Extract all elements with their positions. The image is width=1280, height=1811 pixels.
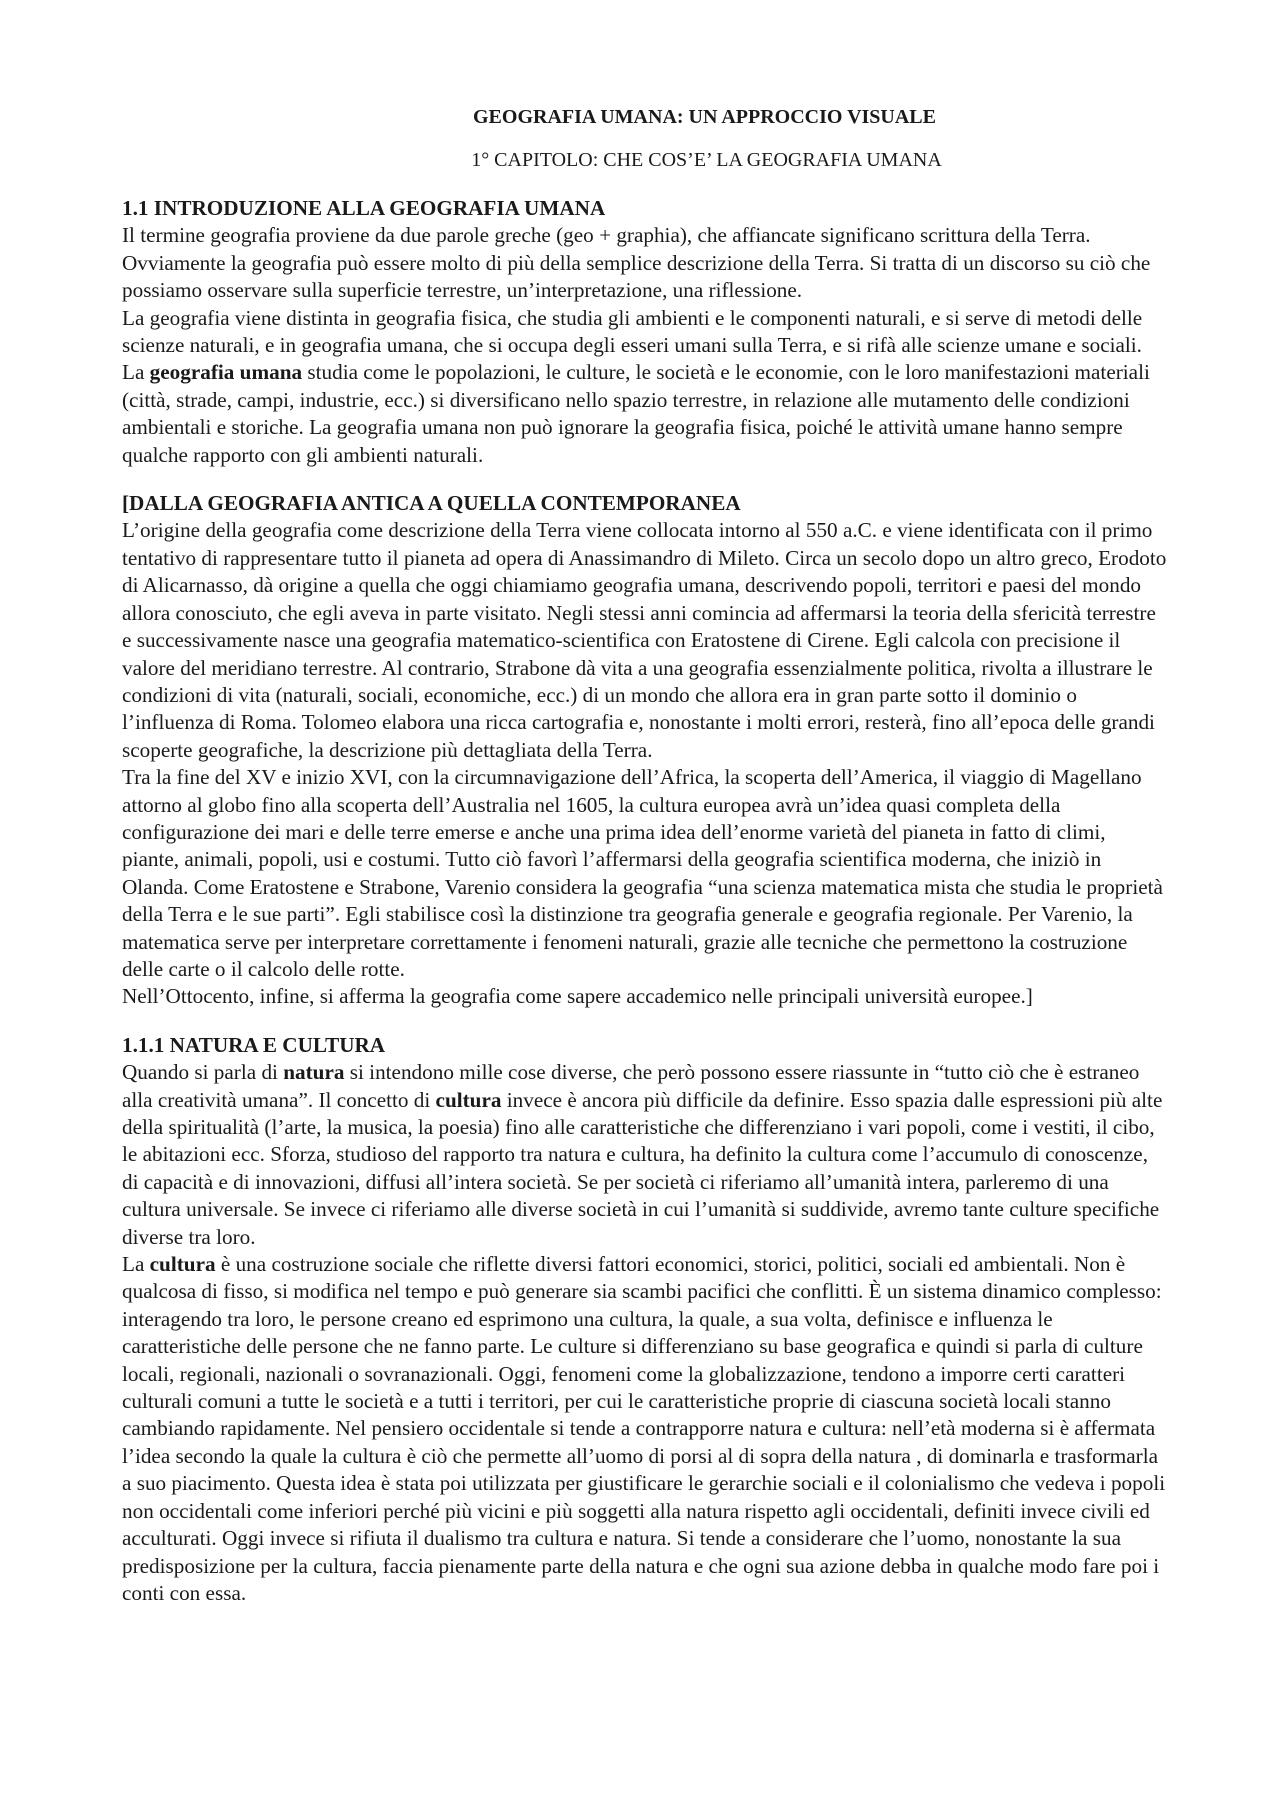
paragraph: L’origine della geografia come descrizione della Terra viene collocata intorno al 550 a.C. e viene identificata con il primo tentativo di rappresentare tutto il pianeta ad opera di Anassimandro di Mileto. Circa un secolo dopo un altro greco, Erodoto di Alicarnasso, dà origine a quella che oggi chiamiamo geografia umana, descrivendo popoli, territori e paesi del mondo allora conosciuto, che egli aveva in parte visitato. Negli stessi anni comincia ad affermarsi la teoria della sfericità terrestre e successivamente nasce una geografia matematico-scientifica con Eratostene di Cirene. Egli calcola con precisione il valore del meridiano terrestre. Al contrario, Strabone dà vita a una geografia essenzialmente politica, rivolta a illustrare le condizioni di vita (naturali, sociali, economiche, ecc.) di un mondo che allora era in gran parte sotto il dominio o l’influenza di Roma. Tolomeo elabora una ricca cartografia e, nonostante i molti errori, resterà, fino all’epoca delle grandi scoperte geografiche, la descrizione più dettagliata della Terra.	[122, 518, 1167, 762]
paragraph	[122, 1251, 1167, 1607]
section-heading: [DALLA GEOGRAFIA ANTICA A QUELLA CONTEMPORANEA	[122, 491, 741, 516]
document-page	[122, 104, 1167, 1607]
bold-term: geografia umana	[149, 360, 303, 385]
paragraph: Tra la fine del XV e inizio XVI, con la circumnavigazione dell’Africa, la scoperta dell’America, il viaggio di Magellano attorno al globo fino alla scoperta dell’Australia nel 1605, la cultura europea avrà un’idea quasi completa della configurazione dei mari e delle terre emerse e anche una prima idea dell’enorme varietà del pianeta in fatto di climi, piante, animali, popoli, usi e costumi. Tutto ciò favorì l’affermarsi della geografia scientifica moderna, che iniziò in Olanda. Come Eratostene e Strabone, Varenio considera la geografia “una scienza matematica mista che studia le proprietà della Terra e le sue parti”. Egli stabilisce così la distinzione tra geografia generale e geografia regionale. Per Varenio, la matematica serve per interpretare correttamente i fenomeni naturali, grazie alle tecniche che permettono la costruzione delle carte o il calcolo delle rotte.	[122, 765, 1163, 981]
text-run: è una costruzione sociale che riflette diversi fattori economici, storici, politici, sociali ed ambientali. Non è qualcosa di fisso, si modifica nel tempo e può generare sia scambi pacifici che conflitti. È un sistema dinamico complesso: interagendo tra loro, le persone creano ed esprimono una cultura, la quale, a sua volta, definisce e influenza le caratteristiche delle persone che ne fanno parte. Le culture si differenziano su base geografica e quindi si parla di culture locali, regionali, nazionali o sovranazionali. Oggi, fenomeni come la globalizzazione, tendono a imporre certi caratteri culturali comuni a tutte le società e a tutti i territori, per cui le caratteristiche proprie di ciascuna società locali stanno cambiando rapidamente. Nel pensiero occidentale si tende a contrapporre natura e cultura: nell’età moderna si è affermata l’idea secondo la quale la cultura è ciò che permette all’uomo di porsi al di sopra della natura , di dominarla e trasformarla a suo piacimento. Questa idea è stata poi utilizzata per giustificare le gerarchie sociali e il colonialismo che vedeva i popoli non occidentali come inferiori perché più vicini e più soggetti alla natura rispetto agli occidentali, definiti invece civili ed acculturati. Oggi invece si rifiuta il dualismo tra cultura e natura. Si tende a considerare che l’uomo, nonostante la sua predisposizione per la cultura, faccia pienamente parte della natura e che ogni sua azione debba in qualche modo fare poi i conti con essa.	[122, 1252, 1166, 1605]
section-heading: 1.1 INTRODUZIONE ALLA GEOGRAFIA UMANA	[122, 196, 606, 220]
section-history	[122, 490, 1167, 1011]
text-run: si intendono mille cose diverse, che però possono essere riassunte in “tutto ciò che è estraneo alla creatività umana”. Il concetto di	[122, 1060, 1140, 1112]
text-run: studia come le popolazioni, le culture, le società e le economie, con le loro manifestazioni materiali (città, strade, campi, industrie, ecc.) si diversificano nello spazio terrestre, in relazione alle mutamento delle condizioni ambientali e storiche. La geografia umana non può ignorare la geografia fisica, poiché le attività umane hanno sempre qualche rapporto con gli ambienti naturali.	[122, 360, 1150, 467]
bold-term: cultura	[149, 1252, 216, 1277]
paragraph: Il termine geografia proviene da due parole greche (geo + graphia), che affiancate significano scrittura della Terra. Ovviamente la geografia può essere molto di più della semplice descrizione della Terra. Si tratta di un discorso su ciò che possiamo osservare sulla superficie terrestre, un’interpretazione, una riflessione.	[122, 223, 1151, 303]
text-run: La geografia viene distinta in geografia fisica, che studia gli ambienti e le componenti naturali, e si serve di metodi delle scienze naturali, e in geografia umana, che si occupa degli esseri umani sulla Terra, e si rifà alle scienze umane e sociali. La	[122, 305, 1143, 385]
bold-term: cultura	[435, 1087, 502, 1112]
paragraph	[122, 1059, 1167, 1251]
section-nature-culture	[122, 1032, 1167, 1608]
section-heading: 1.1.1 NATURA E CULTURA	[122, 1032, 386, 1057]
text-run: La	[122, 1252, 150, 1277]
paragraph: Nell’Ottocento, infine, si afferma la geografia come sapere accademico nelle principali università europee.]	[122, 984, 1033, 1009]
text-run: Quando si parla di	[122, 1060, 284, 1085]
chapter-title: 1° CAPITOLO: CHE COS’E’ LA GEOGRAFIA UMANA	[471, 149, 942, 171]
section-introduction	[122, 195, 1167, 469]
document-title: GEOGRAFIA UMANA: UN APPROCCIO VISUALE	[473, 106, 936, 128]
bold-term: natura	[283, 1060, 345, 1085]
text-run: invece è ancora più difficile da definire. Esso spazia dalle espressioni più alte della spiritualità (l’arte, la musica, la poesia) fino alle caratteristiche che differenziano i vari popoli, come i vestiti, il cibo, le abitazioni ecc. Sforza, studioso del rapporto tra natura e cultura, ha definito la cultura come l’accumulo di conoscenze, di capacità e di innovazioni, diffusi all’intera società. Se per società ci riferiamo all’umanità intera, parleremo di una cultura universale. Se invece ci riferiamo alle diverse società in cui l’umanità si suddivide, avremo tante culture specifiche diverse tra loro.	[122, 1087, 1163, 1249]
paragraph	[122, 305, 1167, 469]
